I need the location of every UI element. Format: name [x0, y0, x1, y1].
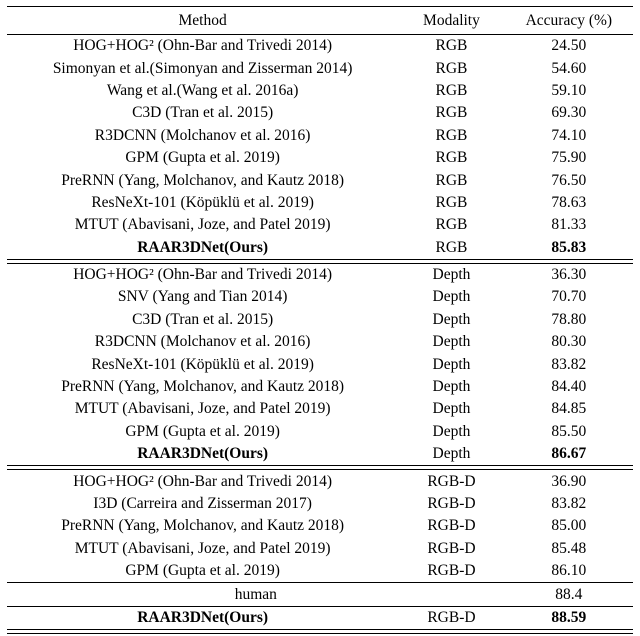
method-cell: PreRNN (Yang, Molchanov, and Kautz 2018)	[61, 171, 345, 189]
method-cell: ResNeXt-101 (Köpüklü et al. 2019)	[91, 193, 314, 211]
method-cell: C3D (Tran et al. 2015)	[132, 310, 274, 328]
method-cell: RAAR3DNet(Ours)	[137, 608, 269, 626]
accuracy-cell: 36.90	[551, 472, 587, 490]
table-row	[7, 583, 633, 605]
modality-cell: RGB	[435, 193, 468, 211]
table-row	[7, 192, 633, 214]
modality-cell: RGB	[435, 81, 468, 99]
modality-cell: Depth	[432, 288, 471, 306]
method-cell: human	[234, 585, 277, 603]
table-header-row	[7, 7, 633, 34]
modality-cell: Depth	[432, 378, 471, 396]
modality-cell: RGB	[435, 37, 468, 55]
accuracy-cell: 75.90	[551, 149, 587, 167]
table-row	[7, 309, 633, 331]
method-cell: Simonyan et al.(Simonyan and Zisserman 2014)	[52, 59, 353, 77]
accuracy-cell: 78.80	[551, 310, 587, 328]
accuracy-cell: 83.82	[551, 495, 587, 512]
accuracy-cell: 54.60	[551, 59, 587, 77]
accuracy-cell: 80.30	[551, 333, 587, 351]
table-row	[7, 607, 633, 629]
column-header-modality: Modality	[423, 11, 480, 29]
modality-cell: Depth	[432, 266, 471, 284]
accuracy-cell: 69.30	[551, 104, 587, 122]
method-cell: HOG+HOG² (Ohn-Bar and Trivedi 2014)	[73, 266, 333, 284]
modality-cell: RGB	[435, 59, 468, 77]
method-cell: I3D (Carreira and Zisserman 2017)	[93, 495, 312, 512]
accuracy-cell: 85.48	[551, 539, 587, 557]
table-row	[7, 264, 633, 286]
table-row	[7, 398, 633, 420]
column-header-method: Method	[178, 11, 227, 29]
modality-cell: Depth	[432, 355, 471, 373]
method-cell: HOG+HOG² (Ohn-Bar and Trivedi 2014)	[73, 472, 333, 490]
accuracy-cell: 24.50	[551, 37, 587, 55]
method-cell: PreRNN (Yang, Molchanov, and Kautz 2018)	[61, 517, 345, 535]
method-cell: C3D (Tran et al. 2015)	[132, 104, 274, 122]
method-cell: ResNeXt-101 (Köpüklü et al. 2019)	[91, 355, 314, 373]
modality-cell: RGB	[435, 126, 468, 144]
method-cell: R3DCNN (Molchanov et al. 2016)	[94, 333, 311, 351]
modality-cell: RGB-D	[427, 562, 476, 580]
method-cell: GPM (Gupta et al. 2019)	[125, 422, 280, 440]
accuracy-cell: 85.00	[551, 517, 587, 535]
table-row	[7, 443, 633, 465]
table-row	[7, 376, 633, 398]
accuracy-cell: 83.82	[551, 355, 587, 373]
modality-cell: Depth	[432, 310, 471, 328]
accuracy-cell: 88.4	[555, 585, 583, 603]
method-cell: MTUT (Abavisani, Joze, and Patel 2019)	[74, 539, 331, 557]
modality-cell: RGB-D	[427, 472, 476, 490]
modality-cell: RGB	[435, 238, 468, 256]
table-row	[7, 237, 633, 259]
table-row	[7, 493, 633, 515]
method-cell: PreRNN (Yang, Molchanov, and Kautz 2018)	[61, 378, 345, 396]
method-cell: GPM (Gupta et al. 2019)	[125, 562, 280, 580]
table-row	[7, 560, 633, 582]
table-row	[7, 421, 633, 443]
method-cell: MTUT (Abavisani, Joze, and Patel 2019)	[74, 400, 331, 418]
accuracy-cell: 84.40	[551, 378, 587, 396]
modality-cell: RGB-D	[427, 495, 476, 512]
accuracy-cell: 88.59	[551, 608, 587, 626]
table-row	[7, 35, 633, 57]
table-row	[7, 125, 633, 147]
column-header-accuracy: Accuracy (%)	[525, 11, 613, 29]
accuracy-cell: 85.50	[551, 422, 587, 440]
table-row	[7, 538, 633, 560]
table-row	[7, 515, 633, 537]
accuracy-cell: 59.10	[551, 81, 587, 99]
table-row	[7, 353, 633, 375]
accuracy-cell: 86.67	[551, 445, 587, 463]
method-cell: RAAR3DNet(Ours)	[137, 445, 269, 463]
accuracy-cell: 36.30	[551, 266, 587, 284]
modality-cell: RGB	[435, 171, 468, 189]
table-row	[7, 102, 633, 124]
modality-cell: Depth	[432, 445, 471, 463]
modality-cell: RGB-D	[427, 517, 476, 535]
accuracy-cell: 84.85	[551, 400, 587, 418]
accuracy-cell: 85.83	[551, 238, 587, 256]
method-cell: MTUT (Abavisani, Joze, and Patel 2019)	[74, 216, 331, 234]
method-cell: Wang et al.(Wang et al. 2016a)	[106, 81, 299, 99]
method-cell: RAAR3DNet(Ours)	[137, 238, 269, 256]
modality-cell: RGB-D	[427, 608, 476, 626]
table-row	[7, 286, 633, 308]
accuracy-cell: 76.50	[551, 171, 587, 189]
modality-cell: Depth	[432, 422, 471, 440]
section-rule	[7, 629, 633, 634]
method-cell: HOG+HOG² (Ohn-Bar and Trivedi 2014)	[73, 37, 333, 55]
table-row	[7, 169, 633, 191]
modality-cell: RGB-D	[427, 539, 476, 557]
accuracy-cell: 86.10	[551, 562, 587, 580]
modality-cell: RGB	[435, 216, 468, 234]
table-body	[7, 35, 633, 634]
accuracy-cell: 70.70	[551, 288, 587, 306]
table-row	[7, 147, 633, 169]
modality-cell: Depth	[432, 333, 471, 351]
modality-cell: Depth	[432, 400, 471, 418]
modality-cell: RGB	[435, 149, 468, 167]
accuracy-cell: 81.33	[551, 216, 587, 234]
table-row	[7, 57, 633, 79]
table-row	[7, 214, 633, 236]
accuracy-cell: 78.63	[551, 193, 587, 211]
table-row	[7, 470, 633, 492]
method-cell: R3DCNN (Molchanov et al. 2016)	[94, 126, 311, 144]
table-row	[7, 80, 633, 102]
method-cell: GPM (Gupta et al. 2019)	[125, 149, 280, 167]
modality-cell: RGB	[435, 104, 468, 122]
accuracy-cell: 74.10	[551, 126, 587, 144]
method-cell: SNV (Yang and Tian 2014)	[117, 288, 288, 306]
table-row	[7, 331, 633, 353]
